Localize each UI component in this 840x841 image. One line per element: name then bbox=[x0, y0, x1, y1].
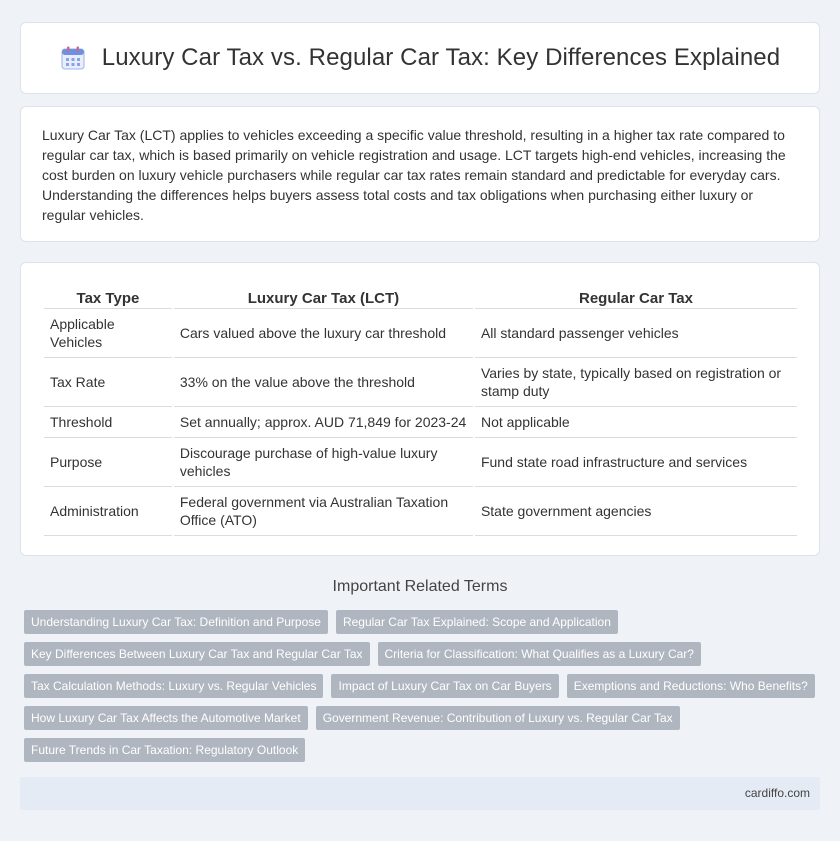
comparison-table-card bbox=[20, 262, 820, 556]
table-cell: Not applicable bbox=[475, 407, 797, 438]
table-cell: Threshold bbox=[44, 407, 172, 438]
table-cell: Discourage purchase of high-value luxury vehicles bbox=[174, 438, 473, 487]
table-header-cell: Luxury Car Tax (LCT) bbox=[174, 283, 473, 309]
table-cell: Cars valued above the luxury car threshold bbox=[174, 309, 473, 358]
tag-row bbox=[24, 610, 824, 634]
table-cell: 33% on the value above the threshold bbox=[174, 358, 473, 407]
table-cell: Administration bbox=[44, 487, 172, 536]
table-row bbox=[44, 358, 797, 407]
table-cell: Set annually; approx. AUD 71,849 for 2023-24 bbox=[174, 407, 473, 438]
table-row bbox=[44, 438, 797, 487]
tag-row bbox=[24, 642, 824, 666]
related-term-tag[interactable]: Key Differences Between Luxury Car Tax and Regular Car Tax bbox=[24, 642, 370, 666]
comparison-table bbox=[42, 283, 799, 536]
table-header-cell: Tax Type bbox=[44, 283, 172, 309]
table-cell: Purpose bbox=[44, 438, 172, 487]
tag-row bbox=[24, 738, 824, 762]
footer-brand-link[interactable]: cardiffo.com bbox=[744, 786, 810, 800]
intro-text: Luxury Car Tax (LCT) applies to vehicles exceeding a specific value threshold, resulting in a higher tax rate compared to regular car tax, which is based primarily on vehicle registration and usage. LCT targets high-end vehicles, increasing the cost burden on luxury vehicle purchasers while regular car tax rates remain standard and predictable for everyday cars. Understanding the differences helps buyers assess total costs and tax obligations when purchasing either luxury or regular vehicles. bbox=[42, 127, 786, 223]
table-header-cell: Regular Car Tax bbox=[475, 283, 797, 309]
table-cell: Federal government via Australian Taxation Office (ATO) bbox=[174, 487, 473, 536]
table-cell: State government agencies bbox=[475, 487, 797, 536]
table-cell: Varies by state, typically based on registration or stamp duty bbox=[475, 358, 797, 407]
table-row bbox=[44, 407, 797, 438]
table-header-row bbox=[44, 283, 797, 309]
related-terms-list bbox=[24, 610, 824, 770]
table-row bbox=[44, 487, 797, 536]
table-cell: All standard passenger vehicles bbox=[475, 309, 797, 358]
intro-card bbox=[20, 106, 820, 242]
related-term-tag[interactable]: Criteria for Classification: What Qualifies as a Luxury Car? bbox=[378, 642, 701, 666]
related-term-tag[interactable]: Exemptions and Reductions: Who Benefits? bbox=[567, 674, 815, 698]
page-title: Luxury Car Tax vs. Regular Car Tax: Key Differences Explained bbox=[101, 44, 781, 71]
related-term-tag[interactable]: Understanding Luxury Car Tax: Definition and Purpose bbox=[24, 610, 328, 634]
header-card bbox=[20, 22, 820, 94]
tag-row bbox=[24, 674, 824, 698]
related-term-tag[interactable]: Regular Car Tax Explained: Scope and Application bbox=[336, 610, 618, 634]
related-term-tag[interactable]: Impact of Luxury Car Tax on Car Buyers bbox=[331, 674, 558, 698]
table-cell: Applicable Vehicles bbox=[44, 309, 172, 358]
table-cell: Tax Rate bbox=[44, 358, 172, 407]
footer bbox=[20, 777, 820, 810]
related-term-tag[interactable]: Government Revenue: Contribution of Luxury vs. Regular Car Tax bbox=[316, 706, 680, 730]
table-cell: Fund state road infrastructure and services bbox=[475, 438, 797, 487]
calendar-icon bbox=[60, 45, 86, 71]
table-row bbox=[44, 309, 797, 358]
related-term-tag[interactable]: How Luxury Car Tax Affects the Automotive Market bbox=[24, 706, 308, 730]
related-terms-title: Important Related Terms bbox=[332, 578, 508, 595]
related-term-tag[interactable]: Tax Calculation Methods: Luxury vs. Regular Vehicles bbox=[24, 674, 323, 698]
related-term-tag[interactable]: Future Trends in Car Taxation: Regulatory Outlook bbox=[24, 738, 305, 762]
tag-row bbox=[24, 706, 824, 730]
